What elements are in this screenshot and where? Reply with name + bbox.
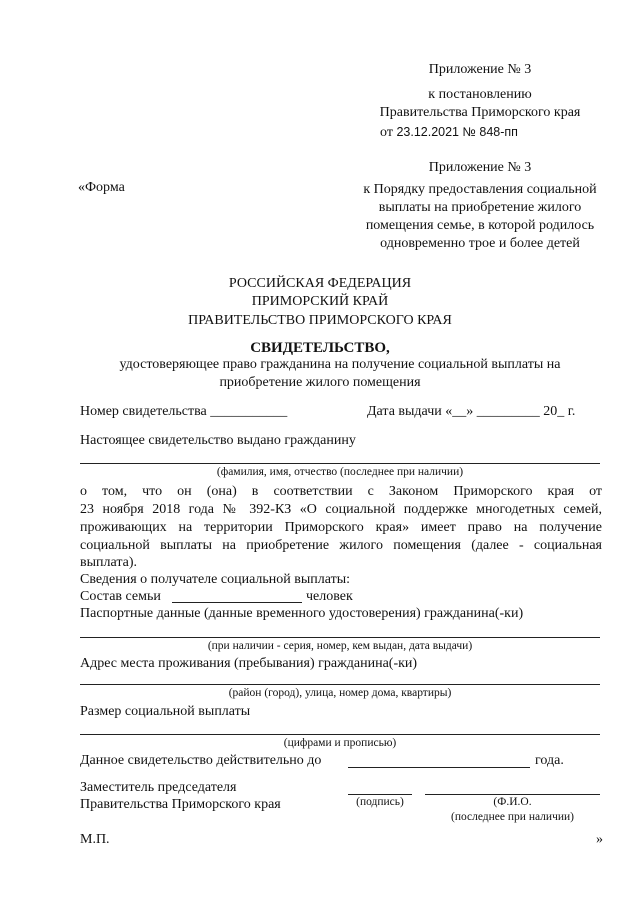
address-label: Адрес места проживания (пребывания) гражданина(-ки) — [80, 656, 418, 671]
appendix-title-2: Приложение № 3 — [428, 160, 532, 175]
appendix-from: от — [380, 125, 393, 140]
valid-suffix: года. — [535, 753, 564, 768]
amount-caption: (цифрами и прописью) — [283, 737, 397, 749]
issued-to: Настоящее свидетельство выдано гражданину — [80, 433, 356, 448]
region-heading: ПРИМОРСКИЙ КРАЙ — [251, 294, 389, 309]
government-heading: ПРАВИТЕЛЬСТВО ПРИМОРСКОГО КРАЯ — [188, 313, 452, 328]
address-caption: (район (город), улица, номер дома, квартиры) — [228, 687, 452, 699]
valid-date-line — [348, 767, 530, 768]
appendix-ref-line1: к постановлению — [428, 87, 532, 102]
passport-line — [80, 637, 600, 638]
family-label: Состав семьи — [80, 589, 161, 604]
appendix-2-line: одновременно трое и более детей — [380, 236, 580, 251]
family-unit: человек — [306, 589, 353, 604]
body-line: социальной выплаты на приобретение жилого помещения (далее - социальная — [80, 538, 602, 553]
appendix-date-line — [380, 125, 518, 141]
signature-caption: (подпись) — [356, 796, 404, 808]
fio-signer-caption-2: (последнее при наличии) — [450, 811, 574, 823]
form-label: «Форма — [78, 180, 125, 195]
appendix-2-line: помещения семье, в которой родилось — [365, 218, 595, 233]
signer-position-2: Правительства Приморского края — [80, 797, 281, 812]
document-title: СВИДЕТЕЛЬСТВО, — [250, 340, 390, 356]
fio-line — [80, 463, 600, 464]
passport-caption: (при наличии - серия, номер, кем выдан, дата выдачи) — [207, 640, 473, 652]
family-count-line — [172, 602, 302, 603]
appendix-2-line: выплаты на приобретение жилого — [378, 200, 582, 215]
fio-signer-line — [425, 794, 600, 795]
appendix-ref-line2: Правительства Приморского края — [379, 105, 581, 120]
appendix-number: № 848-пп — [462, 125, 518, 139]
body-line-last: выплата). — [80, 555, 138, 570]
stamp-place: М.П. — [80, 832, 110, 847]
fio-signer-caption: (Ф.И.О. — [493, 796, 532, 808]
appendix-title-1: Приложение № 3 — [428, 62, 532, 77]
body-line: 23 ноября 2018 года № 392-КЗ «О социальной поддержке многодетных семей, — [80, 502, 602, 517]
amount-line — [80, 734, 600, 735]
closing-quote: » — [596, 832, 603, 847]
appendix-2-text — [330, 181, 630, 253]
signer-position-1: Заместитель председателя — [80, 780, 237, 795]
country-heading: РОССИЙСКАЯ ФЕДЕРАЦИЯ — [228, 276, 412, 291]
fio-caption: (фамилия, имя, отчество (последнее при наличии) — [216, 466, 464, 478]
amount-label: Размер социальной выплаты — [80, 704, 251, 719]
appendix-2-line: к Порядку предоставления социальной — [363, 182, 597, 197]
issue-date: Дата выдачи «__» _________ 20_ г. — [367, 404, 576, 419]
document-subtitle-2: приобретение жилого помещения — [219, 375, 421, 390]
body-line: о том, что он (она) в соответствии с Законом Приморского края от — [80, 484, 602, 499]
body-line: проживающих на территории Приморского края» имеет право на получение — [80, 520, 602, 535]
passport-label: Паспортные данные (данные временного удостоверения) гражданина(-ки) — [80, 606, 524, 621]
signature-line — [348, 794, 412, 795]
valid-label: Данное свидетельство действительно до — [80, 753, 322, 768]
document-subtitle-1: удостоверяющее право гражданина на получение социальной выплаты на — [119, 357, 561, 372]
appendix-date: 23.12.2021 — [396, 125, 459, 139]
certificate-number: Номер свидетельства ___________ — [80, 404, 288, 419]
recipient-info: Сведения о получателе социальной выплаты: — [80, 572, 351, 587]
address-line — [80, 684, 600, 685]
